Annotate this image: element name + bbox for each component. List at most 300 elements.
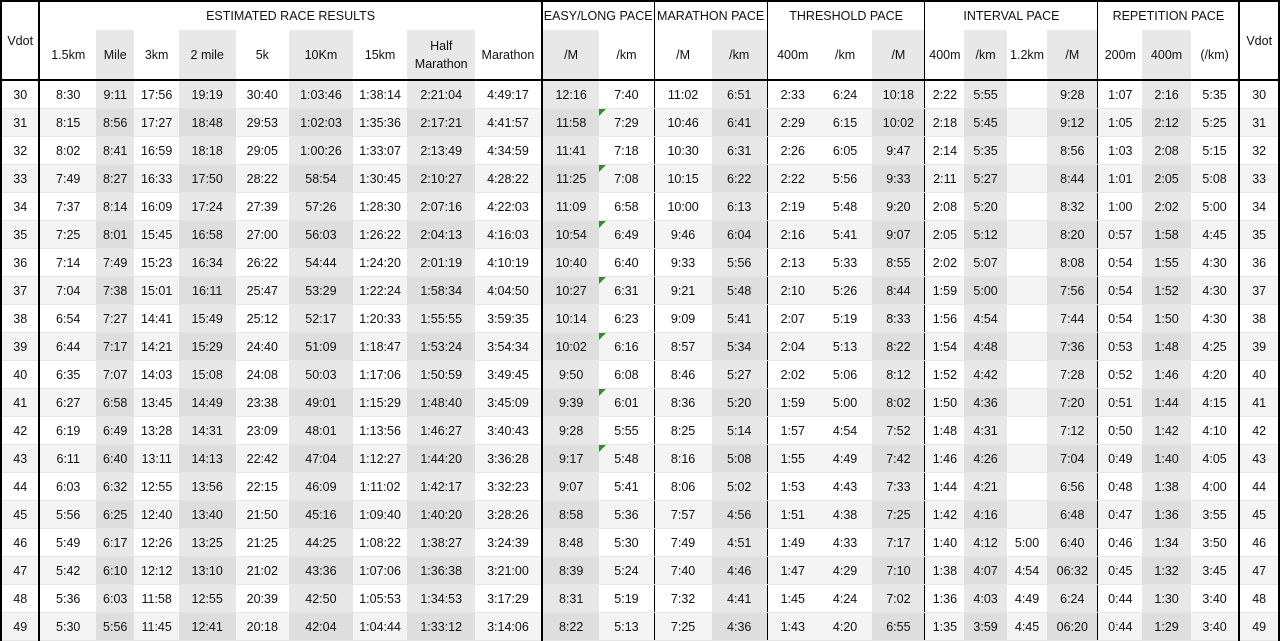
pace-cell: 4:34:59 xyxy=(475,137,542,165)
pace-cell: 28:22 xyxy=(236,165,290,193)
pace-cell xyxy=(1007,193,1047,221)
pace-cell: 5:13 xyxy=(818,333,873,361)
pace-cell: 2:29 xyxy=(767,109,818,137)
pace-cell: 7:02 xyxy=(872,585,925,613)
vdot-cell-right: 34 xyxy=(1239,193,1279,221)
pace-cell: 7:49 xyxy=(96,249,134,277)
pace-cell: 0:52 xyxy=(1098,361,1142,389)
pace-cell xyxy=(1007,501,1047,529)
pace-cell: 6:40 xyxy=(96,445,134,473)
pace-cell: 5:13 xyxy=(599,613,654,641)
pace-cell: 1:42 xyxy=(1142,417,1191,445)
pace-cell xyxy=(1007,473,1047,501)
pace-cell: 17:24 xyxy=(179,193,236,221)
pace-cell: 6:25 xyxy=(96,501,134,529)
pace-cell: 6:49 xyxy=(599,221,654,249)
vdot-cell-right: 47 xyxy=(1239,557,1279,585)
pace-cell: 0:47 xyxy=(1098,501,1142,529)
pace-cell: 8:39 xyxy=(542,557,600,585)
pace-cell: 14:03 xyxy=(134,361,178,389)
pace-cell: 7:27 xyxy=(96,305,134,333)
pace-cell: 8:56 xyxy=(1047,137,1098,165)
pace-cell: 5:35 xyxy=(1191,80,1240,109)
pace-cell: 2:05 xyxy=(925,221,964,249)
column-header: /M xyxy=(1047,30,1098,80)
pace-cell: 4:36 xyxy=(964,389,1006,417)
pace-cell: 1:38 xyxy=(925,557,964,585)
pace-cell: 20:39 xyxy=(236,585,290,613)
pace-cell: 2:07:16 xyxy=(407,193,475,221)
pace-cell: 1:05:53 xyxy=(353,585,408,613)
pace-cell: 5:00 xyxy=(964,277,1006,305)
pace-cell: 8:44 xyxy=(872,277,925,305)
pace-cell: 7:10 xyxy=(872,557,925,585)
pace-cell: 0:53 xyxy=(1098,333,1142,361)
pace-cell: 2:10:27 xyxy=(407,165,475,193)
pace-cell: 6:08 xyxy=(599,361,654,389)
pace-cell: 12:26 xyxy=(134,529,178,557)
pace-cell: 9:28 xyxy=(542,417,600,445)
pace-cell: 4:45 xyxy=(1191,221,1240,249)
pace-cell: 1:52 xyxy=(925,361,964,389)
pace-cell: 8:01 xyxy=(96,221,134,249)
pace-cell xyxy=(1007,109,1047,137)
pace-cell: 1:50:59 xyxy=(407,361,475,389)
pace-cell: 9:21 xyxy=(654,277,712,305)
pace-cell: 0:46 xyxy=(1098,529,1142,557)
pace-cell: 13:11 xyxy=(134,445,178,473)
table-row xyxy=(1,193,1279,221)
pace-cell: 1:44 xyxy=(1142,389,1191,417)
vdot-cell: 38 xyxy=(1,305,39,333)
vdot-cell-right: 35 xyxy=(1239,221,1279,249)
pace-cell: 1:55:55 xyxy=(407,305,475,333)
pace-cell: 5:36 xyxy=(599,501,654,529)
pace-cell: 26:22 xyxy=(236,249,290,277)
pace-cell: 1:43 xyxy=(767,613,818,641)
pace-cell: 8:55 xyxy=(872,249,925,277)
pace-cell: 8:06 xyxy=(654,473,712,501)
column-header: 10Km xyxy=(289,30,353,80)
pace-cell: 10:27 xyxy=(542,277,600,305)
pace-cell: 8:20 xyxy=(1047,221,1098,249)
pace-cell: 2:16 xyxy=(1142,80,1191,109)
pace-cell: 12:55 xyxy=(179,585,236,613)
pace-cell: 3:40 xyxy=(1191,613,1240,641)
pace-cell: 4:10 xyxy=(1191,417,1240,445)
pace-cell: 1:28:30 xyxy=(353,193,408,221)
column-header: /M xyxy=(542,30,600,80)
pace-cell: 7:12 xyxy=(1047,417,1098,445)
pace-cell: 6:48 xyxy=(1047,501,1098,529)
pace-cell: 1:36 xyxy=(925,585,964,613)
pace-cell: 7:20 xyxy=(1047,389,1098,417)
pace-cell: 8:57 xyxy=(654,333,712,361)
vdot-cell-right: 49 xyxy=(1239,613,1279,641)
table-row xyxy=(1,585,1279,613)
pace-cell: 1:38:27 xyxy=(407,529,475,557)
pace-cell: 2:12 xyxy=(1142,109,1191,137)
pace-cell: 5:56 xyxy=(39,501,96,529)
pace-cell: 15:49 xyxy=(179,305,236,333)
pace-cell: 10:02 xyxy=(872,109,925,137)
pace-cell: 1:09:40 xyxy=(353,501,408,529)
pace-cell xyxy=(1007,389,1047,417)
pace-cell: 5:56 xyxy=(712,249,768,277)
pace-cell: 5:34 xyxy=(712,333,768,361)
pace-cell: 4:46 xyxy=(712,557,768,585)
vdot-cell-right: 36 xyxy=(1239,249,1279,277)
pace-cell: 1:50 xyxy=(925,389,964,417)
pace-cell: 5:41 xyxy=(599,473,654,501)
pace-cell: 4:07 xyxy=(964,557,1006,585)
pace-cell: 6:24 xyxy=(1047,585,1098,613)
pace-cell: 7:17 xyxy=(96,333,134,361)
pace-cell: 3:50 xyxy=(1191,529,1240,557)
vdot-cell-right: 31 xyxy=(1239,109,1279,137)
pace-cell: 2:08 xyxy=(1142,137,1191,165)
vdot-cell: 43 xyxy=(1,445,39,473)
pace-cell: 12:40 xyxy=(134,501,178,529)
pace-cell: 47:04 xyxy=(289,445,353,473)
table-row xyxy=(1,333,1279,361)
vdot-cell-right: 43 xyxy=(1239,445,1279,473)
pace-cell: 3:32:23 xyxy=(475,473,542,501)
pace-cell: 1:46:27 xyxy=(407,417,475,445)
pace-cell: 1:33:12 xyxy=(407,613,475,641)
pace-cell: 0:51 xyxy=(1098,389,1142,417)
pace-cell: 1:35 xyxy=(925,613,964,641)
pace-cell: 7:57 xyxy=(654,501,712,529)
pace-cell: 15:23 xyxy=(134,249,178,277)
pace-cell: 8:22 xyxy=(872,333,925,361)
pace-cell: 13:28 xyxy=(134,417,178,445)
vdot-cell: 31 xyxy=(1,109,39,137)
pace-cell: 6:01 xyxy=(599,389,654,417)
pace-cell: 1:48 xyxy=(925,417,964,445)
pace-cell: 4:41:57 xyxy=(475,109,542,137)
pace-cell: 1:46 xyxy=(1142,361,1191,389)
pace-cell: 24:40 xyxy=(236,333,290,361)
pace-cell: 3:17:29 xyxy=(475,585,542,613)
pace-cell: 5:48 xyxy=(712,277,768,305)
pace-cell: 2:22 xyxy=(925,80,964,109)
pace-cell: 8:14 xyxy=(96,193,134,221)
pace-cell: 4:42 xyxy=(964,361,1006,389)
pace-cell: 3:28:26 xyxy=(475,501,542,529)
pace-cell: 3:54:34 xyxy=(475,333,542,361)
pace-cell: 5:55 xyxy=(599,417,654,445)
pace-cell: 6:32 xyxy=(96,473,134,501)
pace-cell: 1:59 xyxy=(925,277,964,305)
pace-cell: 7:49 xyxy=(654,529,712,557)
pace-cell: 1:04:44 xyxy=(353,613,408,641)
pace-cell: 1:53:24 xyxy=(407,333,475,361)
column-header-row xyxy=(1,30,1279,80)
pace-cell: 3:49:45 xyxy=(475,361,542,389)
pace-cell: 8:30 xyxy=(39,80,96,109)
pace-cell: 13:10 xyxy=(179,557,236,585)
pace-cell: 6:16 xyxy=(599,333,654,361)
pace-cell: 13:45 xyxy=(134,389,178,417)
pace-cell: 1:02:03 xyxy=(289,109,353,137)
pace-cell: 6:31 xyxy=(599,277,654,305)
column-header: /M xyxy=(872,30,925,80)
pace-cell: 8:15 xyxy=(39,109,96,137)
pace-cell: 7:40 xyxy=(654,557,712,585)
pace-cell: 5:49 xyxy=(39,529,96,557)
pace-cell: 42:04 xyxy=(289,613,353,641)
pace-cell: 8:32 xyxy=(1047,193,1098,221)
pace-cell: 7:49 xyxy=(39,165,96,193)
pace-cell: 2:14 xyxy=(925,137,964,165)
group-header-interval: INTERVAL PACE xyxy=(925,1,1098,30)
pace-cell: 1:03:46 xyxy=(289,80,353,109)
pace-cell: 9:46 xyxy=(654,221,712,249)
pace-cell: 1:50 xyxy=(1142,305,1191,333)
pace-cell: 9:39 xyxy=(542,389,600,417)
pace-cell: 12:41 xyxy=(179,613,236,641)
pace-cell: 7:04 xyxy=(1047,445,1098,473)
pace-cell: 6:03 xyxy=(96,585,134,613)
pace-cell: 5:08 xyxy=(1191,165,1240,193)
pace-cell: 4:12 xyxy=(964,529,1006,557)
table-row xyxy=(1,473,1279,501)
pace-cell: 13:25 xyxy=(179,529,236,557)
pace-cell: 4:15 xyxy=(1191,389,1240,417)
pace-cell: 4:45 xyxy=(1007,613,1047,641)
vdot-header-left: Vdot xyxy=(1,1,39,80)
pace-cell: 5:12 xyxy=(964,221,1006,249)
pace-cell: 6:10 xyxy=(96,557,134,585)
pace-cell: 27:39 xyxy=(236,193,290,221)
pace-cell: 1:48:40 xyxy=(407,389,475,417)
pace-cell: 1:24:20 xyxy=(353,249,408,277)
pace-cell: 3:40 xyxy=(1191,585,1240,613)
vdot-cell-right: 48 xyxy=(1239,585,1279,613)
vdot-cell: 42 xyxy=(1,417,39,445)
pace-cell: 2:07 xyxy=(767,305,818,333)
column-header: /M xyxy=(654,30,712,80)
pace-cell: 10:54 xyxy=(542,221,600,249)
pace-cell: 0:49 xyxy=(1098,445,1142,473)
pace-cell: 13:40 xyxy=(179,501,236,529)
pace-cell: 15:08 xyxy=(179,361,236,389)
pace-cell: 12:12 xyxy=(134,557,178,585)
pace-cell: 5:35 xyxy=(964,137,1006,165)
pace-cell: 10:15 xyxy=(654,165,712,193)
pace-cell: 1:46 xyxy=(925,445,964,473)
pace-cell: 5:27 xyxy=(964,165,1006,193)
pace-cell: 1:54 xyxy=(925,333,964,361)
pace-cell: 6:35 xyxy=(39,361,96,389)
pace-cell: 8:36 xyxy=(654,389,712,417)
pace-cell xyxy=(1007,249,1047,277)
column-header: 400m xyxy=(925,30,964,80)
pace-cell: 6:55 xyxy=(872,613,925,641)
pace-cell: 2:10 xyxy=(767,277,818,305)
pace-cell: 10:18 xyxy=(872,80,925,109)
pace-cell: 5:06 xyxy=(818,361,873,389)
pace-cell: 4:30 xyxy=(1191,277,1240,305)
pace-cell: 1:07 xyxy=(1098,80,1142,109)
pace-cell: 1:33:07 xyxy=(353,137,408,165)
pace-cell: 0:45 xyxy=(1098,557,1142,585)
pace-cell xyxy=(1007,361,1047,389)
pace-cell: 2:18 xyxy=(925,109,964,137)
pace-cell: 5:56 xyxy=(818,165,873,193)
pace-cell: 7:28 xyxy=(1047,361,1098,389)
pace-cell: 9:07 xyxy=(542,473,600,501)
pace-cell: 0:50 xyxy=(1098,417,1142,445)
pace-cell: 5:41 xyxy=(818,221,873,249)
pace-cell: 8:33 xyxy=(872,305,925,333)
pace-cell: 1:01 xyxy=(1098,165,1142,193)
pace-cell: 8:44 xyxy=(1047,165,1098,193)
pace-cell: 7:29 xyxy=(599,109,654,137)
pace-cell: 5:02 xyxy=(712,473,768,501)
pace-cell: 7:04 xyxy=(39,277,96,305)
pace-cell: 4:28:22 xyxy=(475,165,542,193)
pace-cell: 5:42 xyxy=(39,557,96,585)
pace-cell: 14:21 xyxy=(134,333,178,361)
pace-cell: 8:22 xyxy=(542,613,600,641)
vdot-cell: 30 xyxy=(1,80,39,109)
pace-cell: 10:30 xyxy=(654,137,712,165)
pace-cell: 1:40 xyxy=(1142,445,1191,473)
table-row xyxy=(1,109,1279,137)
pace-cell: 4:20 xyxy=(1191,361,1240,389)
pace-cell: 1:44 xyxy=(925,473,964,501)
pace-cell: 0:44 xyxy=(1098,613,1142,641)
pace-cell: 5:33 xyxy=(818,249,873,277)
vdot-cell-right: 38 xyxy=(1239,305,1279,333)
pace-cell: 1:34 xyxy=(1142,529,1191,557)
pace-cell xyxy=(1007,137,1047,165)
pace-cell: 8:41 xyxy=(96,137,134,165)
pace-cell: 4:20 xyxy=(818,613,873,641)
table-row xyxy=(1,361,1279,389)
pace-cell: 5:00 xyxy=(1191,193,1240,221)
pace-cell: 46:09 xyxy=(289,473,353,501)
pace-cell: 18:48 xyxy=(179,109,236,137)
pace-cell: 4:49:17 xyxy=(475,80,542,109)
pace-cell: 7:40 xyxy=(599,80,654,109)
pace-cell: 1:26:22 xyxy=(353,221,408,249)
pace-cell: 16:33 xyxy=(134,165,178,193)
pace-cell: 6:13 xyxy=(712,193,768,221)
pace-cell: 16:34 xyxy=(179,249,236,277)
pace-cell: 5:00 xyxy=(1007,529,1047,557)
pace-cell: 6:44 xyxy=(39,333,96,361)
pace-cell: 5:00 xyxy=(818,389,873,417)
pace-cell: 14:41 xyxy=(134,305,178,333)
pace-cell: 6:51 xyxy=(712,80,768,109)
pace-cell: 5:41 xyxy=(712,305,768,333)
table-row xyxy=(1,80,1279,109)
pace-cell: 6:24 xyxy=(818,80,873,109)
pace-cell: 7:36 xyxy=(1047,333,1098,361)
pace-cell: 5:48 xyxy=(818,193,873,221)
pace-cell: 2:16 xyxy=(767,221,818,249)
pace-cell: 7:14 xyxy=(39,249,96,277)
pace-cell: 7:38 xyxy=(96,277,134,305)
column-header: /km xyxy=(712,30,768,80)
pace-cell: 1:12:27 xyxy=(353,445,408,473)
pace-cell: 1:13:56 xyxy=(353,417,408,445)
pace-cell: 9:33 xyxy=(654,249,712,277)
pace-cell: 27:00 xyxy=(236,221,290,249)
pace-cell: 5:20 xyxy=(964,193,1006,221)
pace-cell: 6:04 xyxy=(712,221,768,249)
pace-cell: 1:07:06 xyxy=(353,557,408,585)
pace-cell: 58:54 xyxy=(289,165,353,193)
pace-cell: 3:21:00 xyxy=(475,557,542,585)
pace-cell xyxy=(1007,165,1047,193)
table-row xyxy=(1,613,1279,641)
column-header: 15km xyxy=(353,30,408,80)
pace-cell: 6:27 xyxy=(39,389,96,417)
vdot-cell: 39 xyxy=(1,333,39,361)
pace-cell: 9:12 xyxy=(1047,109,1098,137)
vdot-cell: 47 xyxy=(1,557,39,585)
pace-cell: 8:25 xyxy=(654,417,712,445)
pace-cell: 8:58 xyxy=(542,501,600,529)
pace-cell: 4:21 xyxy=(964,473,1006,501)
pace-cell: 6:58 xyxy=(96,389,134,417)
pace-cell: 1:30:45 xyxy=(353,165,408,193)
pace-cell: 1:22:24 xyxy=(353,277,408,305)
column-header: 1.2km xyxy=(1007,30,1047,80)
pace-cell: 9:33 xyxy=(872,165,925,193)
pace-cell: 50:03 xyxy=(289,361,353,389)
pace-cell: 1:45 xyxy=(767,585,818,613)
pace-cell: 5:36 xyxy=(39,585,96,613)
pace-cell: 2:11 xyxy=(925,165,964,193)
pace-cell: 3:45:09 xyxy=(475,389,542,417)
pace-cell xyxy=(1007,305,1047,333)
pace-cell: 1:29 xyxy=(1142,613,1191,641)
pace-cell: 06:32 xyxy=(1047,557,1098,585)
pace-cell: 3:24:39 xyxy=(475,529,542,557)
pace-cell: 1:55 xyxy=(767,445,818,473)
pace-cell: 3:55 xyxy=(1191,501,1240,529)
pace-cell: 23:38 xyxy=(236,389,290,417)
pace-cell: 1:00 xyxy=(1098,193,1142,221)
pace-cell: 5:24 xyxy=(599,557,654,585)
pace-cell xyxy=(1007,417,1047,445)
vdot-header-right: Vdot xyxy=(1239,1,1279,80)
vdot-cell: 35 xyxy=(1,221,39,249)
pace-cell: 1:56 xyxy=(925,305,964,333)
pace-cell: 22:15 xyxy=(236,473,290,501)
pace-cell: 5:45 xyxy=(964,109,1006,137)
pace-cell: 15:45 xyxy=(134,221,178,249)
table-body xyxy=(1,80,1279,641)
pace-cell: 8:16 xyxy=(654,445,712,473)
pace-cell: 4:38 xyxy=(818,501,873,529)
pace-cell: 4:31 xyxy=(964,417,1006,445)
pace-cell: 4:26 xyxy=(964,445,1006,473)
pace-cell: 10:46 xyxy=(654,109,712,137)
pace-cell: 45:16 xyxy=(289,501,353,529)
pace-cell: 29:53 xyxy=(236,109,290,137)
vdot-cell-right: 32 xyxy=(1239,137,1279,165)
pace-cell: 1:40:20 xyxy=(407,501,475,529)
pace-cell: 1:30 xyxy=(1142,585,1191,613)
pace-cell: 5:26 xyxy=(818,277,873,305)
vdot-cell: 36 xyxy=(1,249,39,277)
